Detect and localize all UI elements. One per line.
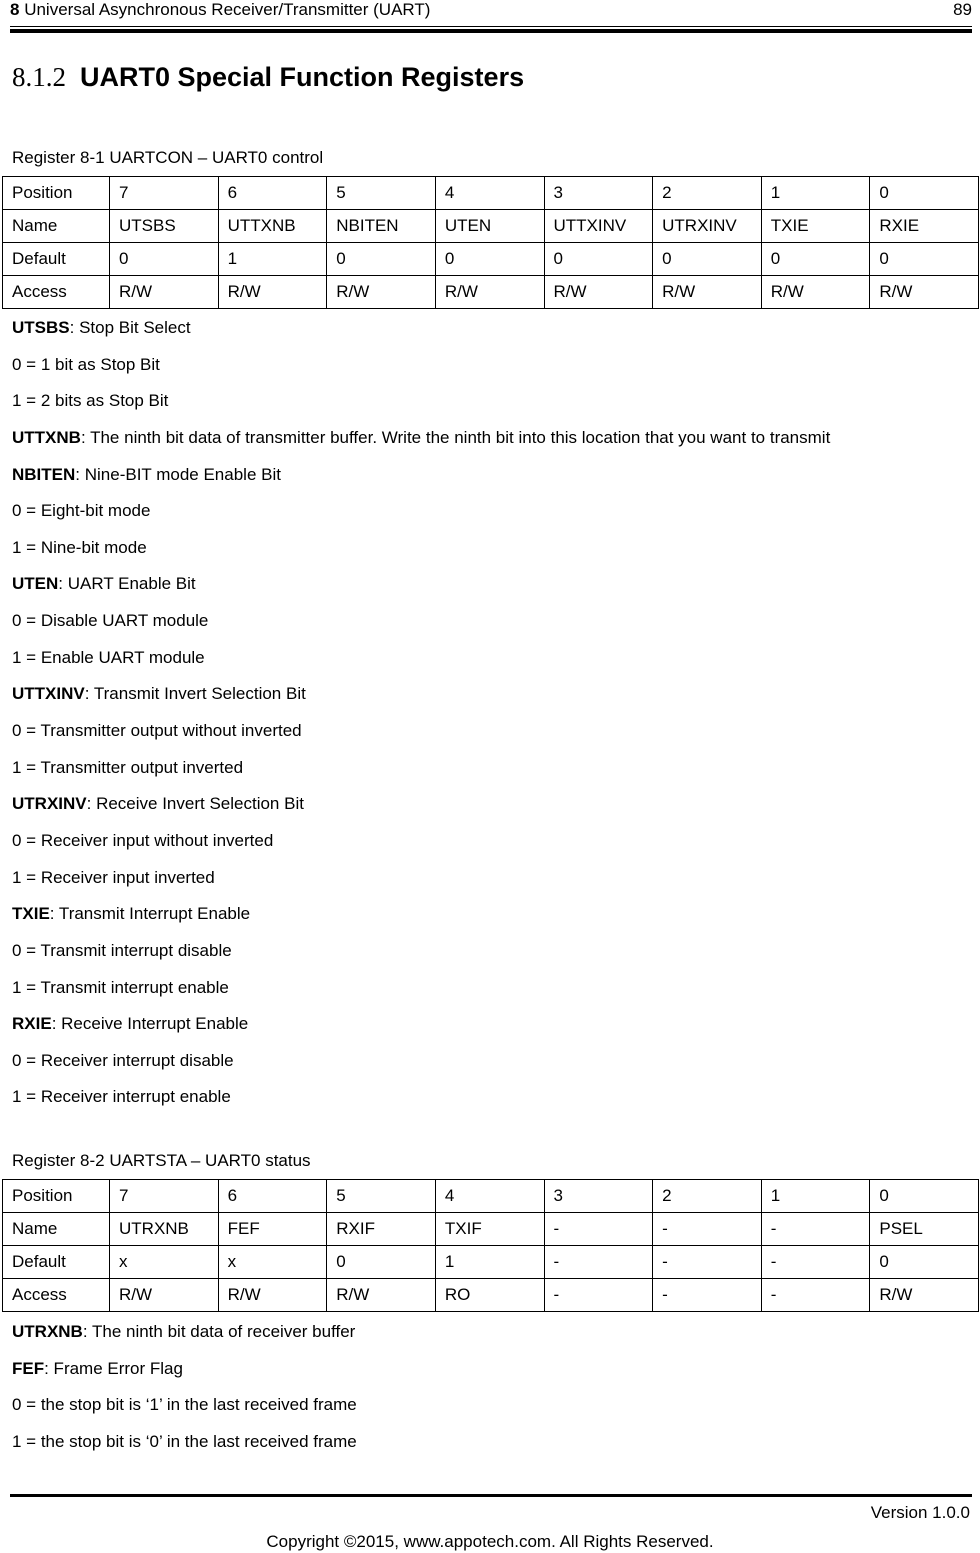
table-cell: 0 [327,243,436,276]
field-name: RXIE [12,1014,52,1034]
table-cell: R/W [435,276,544,309]
page-number: 89 [953,0,972,19]
description-text: : UART Enable Bit [58,574,196,594]
table-cell: UTRXINV [653,210,762,243]
table-row [3,210,979,243]
description-text: : Transmit Interrupt Enable [49,904,251,924]
table-cell: x [110,1246,219,1279]
description-text: 0 = Receiver input without inverted [12,830,274,850]
table-row [3,1279,979,1312]
table-cell: UTSBS [110,210,219,243]
table-cell: - [761,1279,870,1312]
table-cell: TXIF [435,1213,544,1246]
field-name: FEF [12,1358,45,1378]
field-name: UTRXNB [12,1322,83,1341]
header-divider-thick [10,29,972,33]
table-cell: - [761,1213,870,1246]
table-cell: - [544,1279,653,1312]
field-value-description [12,713,830,750]
table-cell: 0 [435,243,544,276]
table-cell: 3 [544,1180,653,1213]
table-cell: 5 [327,1180,436,1213]
table-cell: UTTXINV [544,210,653,243]
version-label: Version 1.0.0 [870,1503,970,1522]
row-header-cell: Name [3,210,110,243]
table-cell: R/W [110,1279,219,1312]
table-cell: 0 [544,243,653,276]
table-cell: - [544,1213,653,1246]
description-text: 1 = Receiver input inverted [12,867,215,887]
table-row [3,1213,979,1246]
description-text: : Receive Interrupt Enable [51,1014,249,1034]
field-description [12,310,830,347]
field-value-description [12,383,830,420]
register1-table [2,176,979,309]
field-value-description [12,640,830,677]
field-value-description [12,1079,830,1116]
field-value-description [12,823,830,860]
field-name: NBITEN [12,464,76,484]
description-text: 0 = Disable UART module [12,611,209,631]
field-value-description [12,1387,357,1424]
description-text: 1 = Receiver interrupt enable [12,1087,231,1107]
table-cell: R/W [327,1279,436,1312]
row-header-cell: Name [3,1213,110,1246]
chapter-title: Universal Asynchronous Receiver/Transmitter (UART) [24,0,431,19]
table-cell: PSEL [870,1213,979,1246]
table-cell: R/W [218,276,327,309]
table-row [3,1180,979,1213]
register1-caption: Register 8-1 UARTCON – UART0 control [12,148,324,167]
description-text: 0 = the stop bit is ‘1’ in the last received frame [12,1395,357,1415]
table-cell: 7 [110,1180,219,1213]
table-cell: R/W [110,276,219,309]
page-header [10,0,972,22]
field-description [12,1006,830,1043]
table-cell: 2 [653,177,762,210]
row-header-cell: Access [3,276,110,309]
table-cell: 0 [870,177,979,210]
description-text: 0 = Receiver interrupt disable [12,1050,234,1070]
table-cell: 1 [435,1246,544,1279]
register2-table [2,1179,979,1312]
table-cell: - [761,1246,870,1279]
field-name: UTSBS [12,318,70,337]
chapter-heading [10,0,430,20]
table-cell: FEF [218,1213,327,1246]
table-cell: 0 [870,243,979,276]
field-value-description [12,933,830,970]
table-cell: 7 [110,177,219,210]
table-cell: RXIE [870,210,979,243]
description-text: 1 = Nine-bit mode [12,537,147,557]
field-description [12,896,830,933]
section-number: 8.1.2 [12,62,66,92]
description-text: : Transmit Invert Selection Bit [84,684,306,704]
field-name: UTTXINV [12,684,85,704]
register2-caption: Register 8-2 UARTSTA – UART0 status [12,1151,311,1170]
description-text: 0 = 1 bit as Stop Bit [12,354,160,374]
table-cell: RXIF [327,1213,436,1246]
description-text: 0 = Transmitter output without inverted [12,721,302,741]
table-row [3,1246,979,1279]
description-text: : Stop Bit Select [69,318,191,337]
table-cell: 5 [327,177,436,210]
field-name: UTRXINV [12,794,87,814]
row-header-cell: Default [3,1246,110,1279]
field-value-description [12,347,830,384]
table-cell: 0 [110,243,219,276]
table-cell: R/W [218,1279,327,1312]
header-divider-thin [10,26,972,27]
table-cell: 2 [653,1180,762,1213]
field-name: UTTXNB [12,427,81,447]
table-cell: 1 [218,243,327,276]
table-cell: R/W [544,276,653,309]
table-cell: 0 [653,243,762,276]
table-cell: R/W [327,276,436,309]
description-text: 1 = 2 bits as Stop Bit [12,391,169,411]
table-cell: TXIE [761,210,870,243]
table-cell: UTRXNB [110,1213,219,1246]
field-description [12,420,830,457]
description-text: 1 = the stop bit is ‘0’ in the last received frame [12,1431,357,1451]
table-cell: R/W [761,276,870,309]
table-row [3,243,979,276]
table-row [3,177,979,210]
footer-divider [10,1494,972,1497]
field-value-description [12,1043,830,1080]
table-cell: - [544,1246,653,1279]
field-description [12,1314,357,1351]
description-text: 0 = Transmit interrupt disable [12,940,232,960]
field-description [12,1351,357,1388]
table-cell: - [653,1213,762,1246]
field-description [12,457,830,494]
field-value-description [12,750,830,787]
table-cell: UTEN [435,210,544,243]
description-text: : The ninth bit data of receiver buffer [82,1322,356,1341]
description-text: : The ninth bit data of transmitter buffer. Write the ninth bit into this location that you want to transmit [80,427,831,447]
table-cell: 0 [761,243,870,276]
table-cell: R/W [653,276,762,309]
section-title: UART0 Special Function Registers [80,62,525,92]
table-cell: 0 [870,1180,979,1213]
description-text: : Receive Invert Selection Bit [86,794,304,814]
table-cell: 0 [327,1246,436,1279]
copyright-notice: Copyright ©2015, www.appotech.com. All Rights Reserved. [266,1532,714,1551]
field-name: TXIE [12,904,50,924]
field-value-description [12,1424,357,1461]
field-value-description [12,493,830,530]
description-text: 1 = Enable UART module [12,647,205,667]
table-row [3,276,979,309]
description-text: 1 = Transmitter output inverted [12,757,244,777]
register1-field-descriptions [12,310,830,1116]
table-cell: NBITEN [327,210,436,243]
field-description [12,566,830,603]
description-text: 1 = Transmit interrupt enable [12,977,229,997]
table-cell: 6 [218,177,327,210]
field-description [12,676,830,713]
table-cell: 0 [870,1246,979,1279]
table-cell: 3 [544,177,653,210]
table-cell: 4 [435,1180,544,1213]
table-cell: R/W [870,1279,979,1312]
field-value-description [12,970,830,1007]
table-cell: R/W [870,276,979,309]
table-cell: 4 [435,177,544,210]
table-cell: UTTXNB [218,210,327,243]
field-value-description [12,530,830,567]
register2-field-descriptions [12,1314,357,1461]
row-header-cell: Access [3,1279,110,1312]
field-description [12,786,830,823]
table-cell: RO [435,1279,544,1312]
description-text: : Frame Error Flag [44,1358,183,1378]
section-heading [12,62,524,102]
table-cell: x [218,1246,327,1279]
row-header-cell: Position [3,1180,110,1213]
table-cell: 1 [761,177,870,210]
table-cell: - [653,1246,762,1279]
table-cell: 1 [761,1180,870,1213]
field-value-description [12,860,830,897]
description-text: : Nine-BIT mode Enable Bit [75,464,281,484]
table-cell: 6 [218,1180,327,1213]
table-cell: - [653,1279,762,1312]
field-name: UTEN [12,574,59,594]
description-text: 0 = Eight-bit mode [12,501,151,521]
chapter-number: 8 [10,0,20,19]
row-header-cell: Position [3,177,110,210]
row-header-cell: Default [3,243,110,276]
field-value-description [12,603,830,640]
